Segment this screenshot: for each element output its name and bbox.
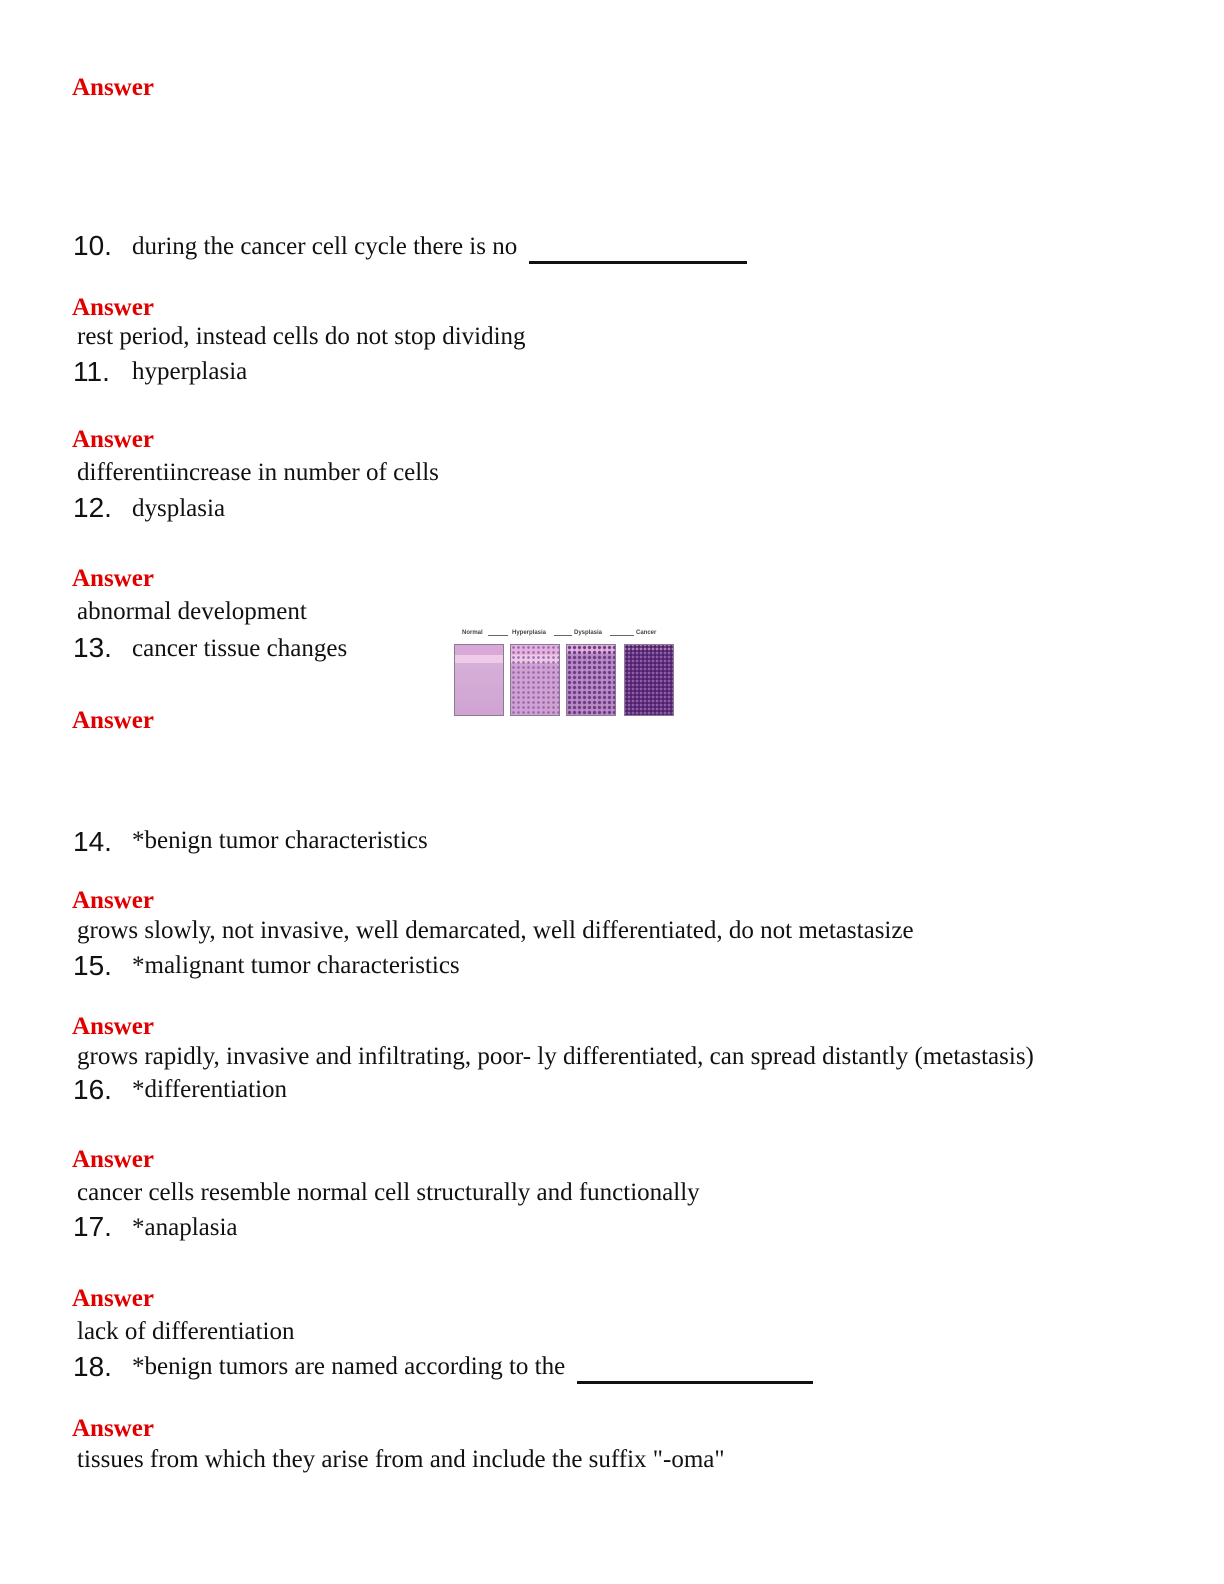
question-text	[132, 233, 747, 264]
answer-text: lack of differentiation	[77, 1318, 295, 1345]
question-number: 10.	[73, 230, 112, 261]
fill-in-blank	[529, 233, 747, 264]
answer-label: Answer	[72, 294, 154, 321]
answer-text: differentiincrease in number of cells	[77, 459, 439, 486]
answer-label: Answer	[72, 707, 154, 734]
question-text: hyperplasia	[132, 358, 248, 385]
question-number: 11.	[73, 356, 110, 387]
question-text: cancer tissue changes	[132, 635, 348, 662]
question-text: *differentiation	[132, 1076, 288, 1103]
tissue-panel-dysplasia	[566, 644, 616, 716]
question-text: *malignant tumor characteristics	[132, 952, 460, 979]
answer-label: Answer	[72, 426, 154, 453]
question-number: 14.	[73, 826, 112, 857]
question-number: 15.	[73, 950, 112, 981]
question-number: 13.	[73, 632, 112, 663]
figure-label-normal: Normal	[462, 630, 483, 636]
answer-text: tissues from which they arise from and include the suffix "-oma"	[77, 1446, 725, 1473]
question-number: 17.	[73, 1211, 112, 1242]
question-text	[132, 1353, 813, 1384]
answer-text: cancer cells resemble normal cell structurally and functionally	[77, 1179, 700, 1206]
question-text: dysplasia	[132, 495, 226, 522]
answer-label: Answer	[72, 1415, 154, 1442]
question-number: 16.	[73, 1074, 112, 1105]
question-number: 12.	[73, 492, 112, 523]
tissue-panel-normal	[454, 644, 504, 716]
figure-label-dysplasia: Dysplasia	[574, 630, 603, 636]
figure-label-hyperplasia: Hyperplasia	[512, 630, 547, 636]
tissue-panel-cancer	[624, 644, 674, 716]
answer-text: rest period, instead cells do not stop dividing	[77, 323, 526, 350]
answer-text: abnormal development	[77, 598, 307, 625]
answer-label: Answer	[72, 565, 154, 592]
question-text-content: *benign tumors are named according to the	[132, 1353, 566, 1380]
answer-label: Answer	[72, 887, 154, 914]
answer-label: Answer	[72, 1146, 154, 1173]
tissue-panel-hyperplasia	[510, 644, 560, 716]
answer-text: grows slowly, not invasive, well demarcated, well differentiated, do not metastasize	[77, 917, 914, 944]
figure-labels	[452, 628, 676, 640]
figure-label-cancer: Cancer	[636, 630, 657, 636]
question-text: *anaplasia	[132, 1214, 238, 1241]
answer-text: grows rapidly, invasive and infiltrating, poor- ly differentiated, can spread distantly (metastasis)	[77, 1043, 1034, 1070]
answer-label: Answer	[72, 1013, 154, 1040]
answer-label: Answer	[72, 1285, 154, 1312]
tissue-changes-figure	[452, 628, 676, 718]
question-text-content: during the cancer cell cycle there is no	[132, 233, 518, 260]
fill-in-blank	[577, 1353, 813, 1384]
question-text: *benign tumor characteristics	[132, 827, 428, 854]
question-number: 18.	[73, 1351, 112, 1382]
answer-label: Answer	[72, 74, 154, 101]
